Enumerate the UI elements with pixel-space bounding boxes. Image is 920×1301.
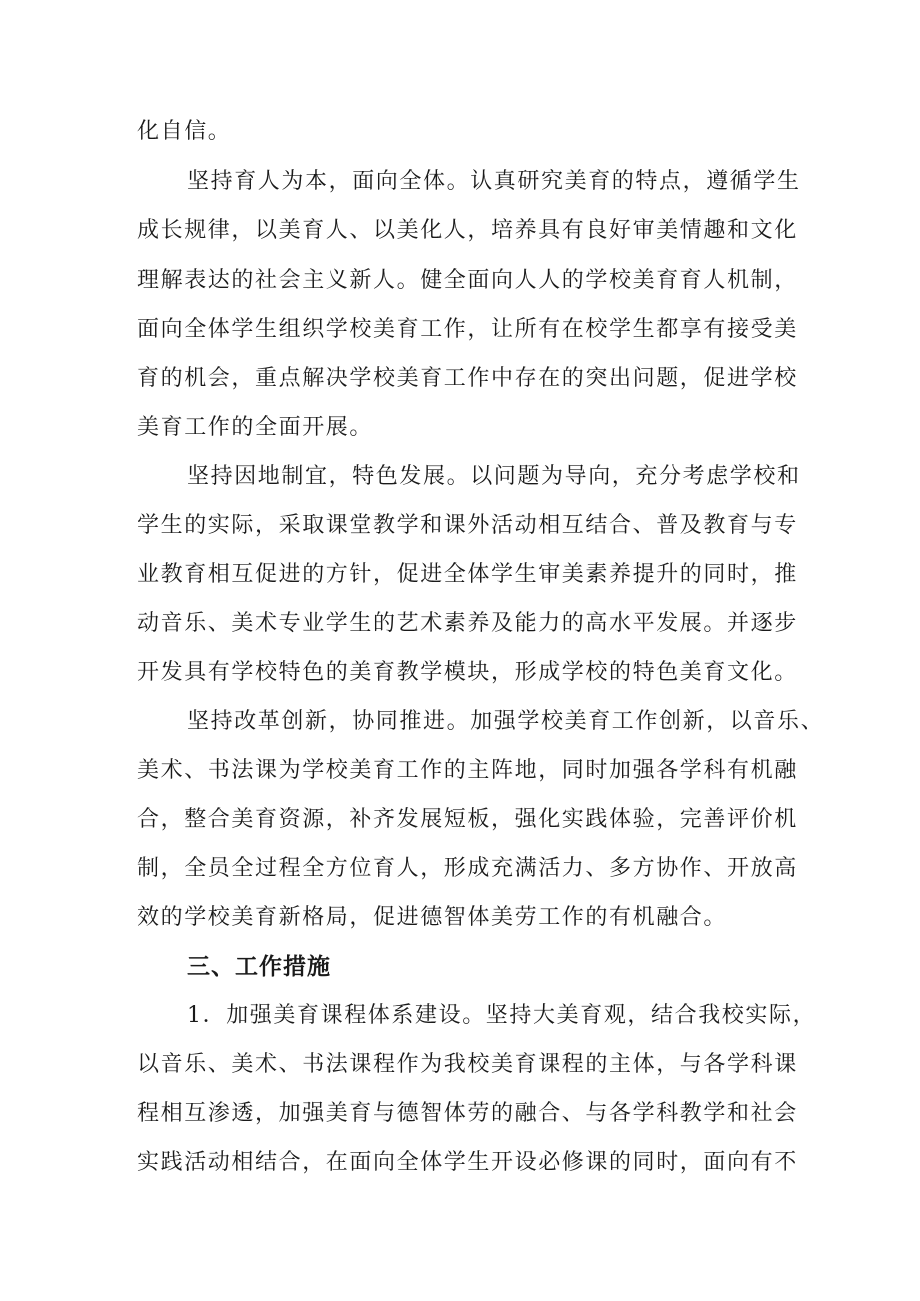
text-line: 美术、书法课为学校美育工作的主阵地，同时加强各学科有机融	[137, 758, 798, 783]
paragraph-start-line: 坚持因地制宜，特色发展。以问题为导向，充分考虑学校和	[187, 464, 801, 489]
text-line: 程相互渗透，加强美育与德智体劳的融合、与各学科教学和社会	[137, 1101, 798, 1126]
text-line: 理解表达的社会主义新人。健全面向人人的学校美育育人机制，	[137, 268, 798, 293]
text-line: 实践活动相结合，在面向全体学生开设必修课的同时，面向有不	[137, 1150, 798, 1175]
text-line: 合，整合美育资源，补齐发展短板，强化实践体验，完善评价机	[137, 807, 798, 832]
paragraph-start-line: 坚持育人为本，面向全体。认真研究美育的特点，遵循学生	[187, 169, 801, 194]
paragraph-start-line: 坚持改革创新，协同推进。加强学校美育工作创新，以音乐、	[187, 709, 825, 734]
text-line: 美育工作的全面开展。	[137, 415, 374, 440]
paragraph-start-line: 1．加强美育课程体系建设。坚持大美育观，结合我校实际，	[187, 1003, 817, 1028]
text-line: 面向全体学生组织学校美育工作，让所有在校学生都享有接受美	[137, 317, 798, 342]
text-line: 效的学校美育新格局，促进德智体美劳工作的有机融合。	[137, 905, 728, 930]
text-line: 业教育相互促进的方针，促进全体学生审美素养提升的同时，推	[137, 562, 798, 587]
text-line: 开发具有学校特色的美育教学模块，形成学校的特色美育文化。	[137, 660, 798, 685]
text-line: 学生的实际，采取课堂教学和课外活动相互结合、普及教育与专	[137, 513, 798, 538]
section-heading: 三、工作措施	[187, 954, 331, 980]
text-line: 育的机会，重点解决学校美育工作中存在的突出问题，促进学校	[137, 366, 798, 391]
text-line: 化自信。	[137, 119, 232, 144]
text-line: 成长规律，以美育人、以美化人，培养具有良好审美情趣和文化	[137, 218, 798, 243]
text-line: 制，全员全过程全方位育人，形成充满活力、多方协作、开放高	[137, 856, 798, 881]
text-line: 以音乐、美术、书法课程作为我校美育课程的主体，与各学科课	[137, 1052, 798, 1077]
text-line: 动音乐、美术专业学生的艺术素养及能力的高水平发展。并逐步	[137, 611, 798, 636]
